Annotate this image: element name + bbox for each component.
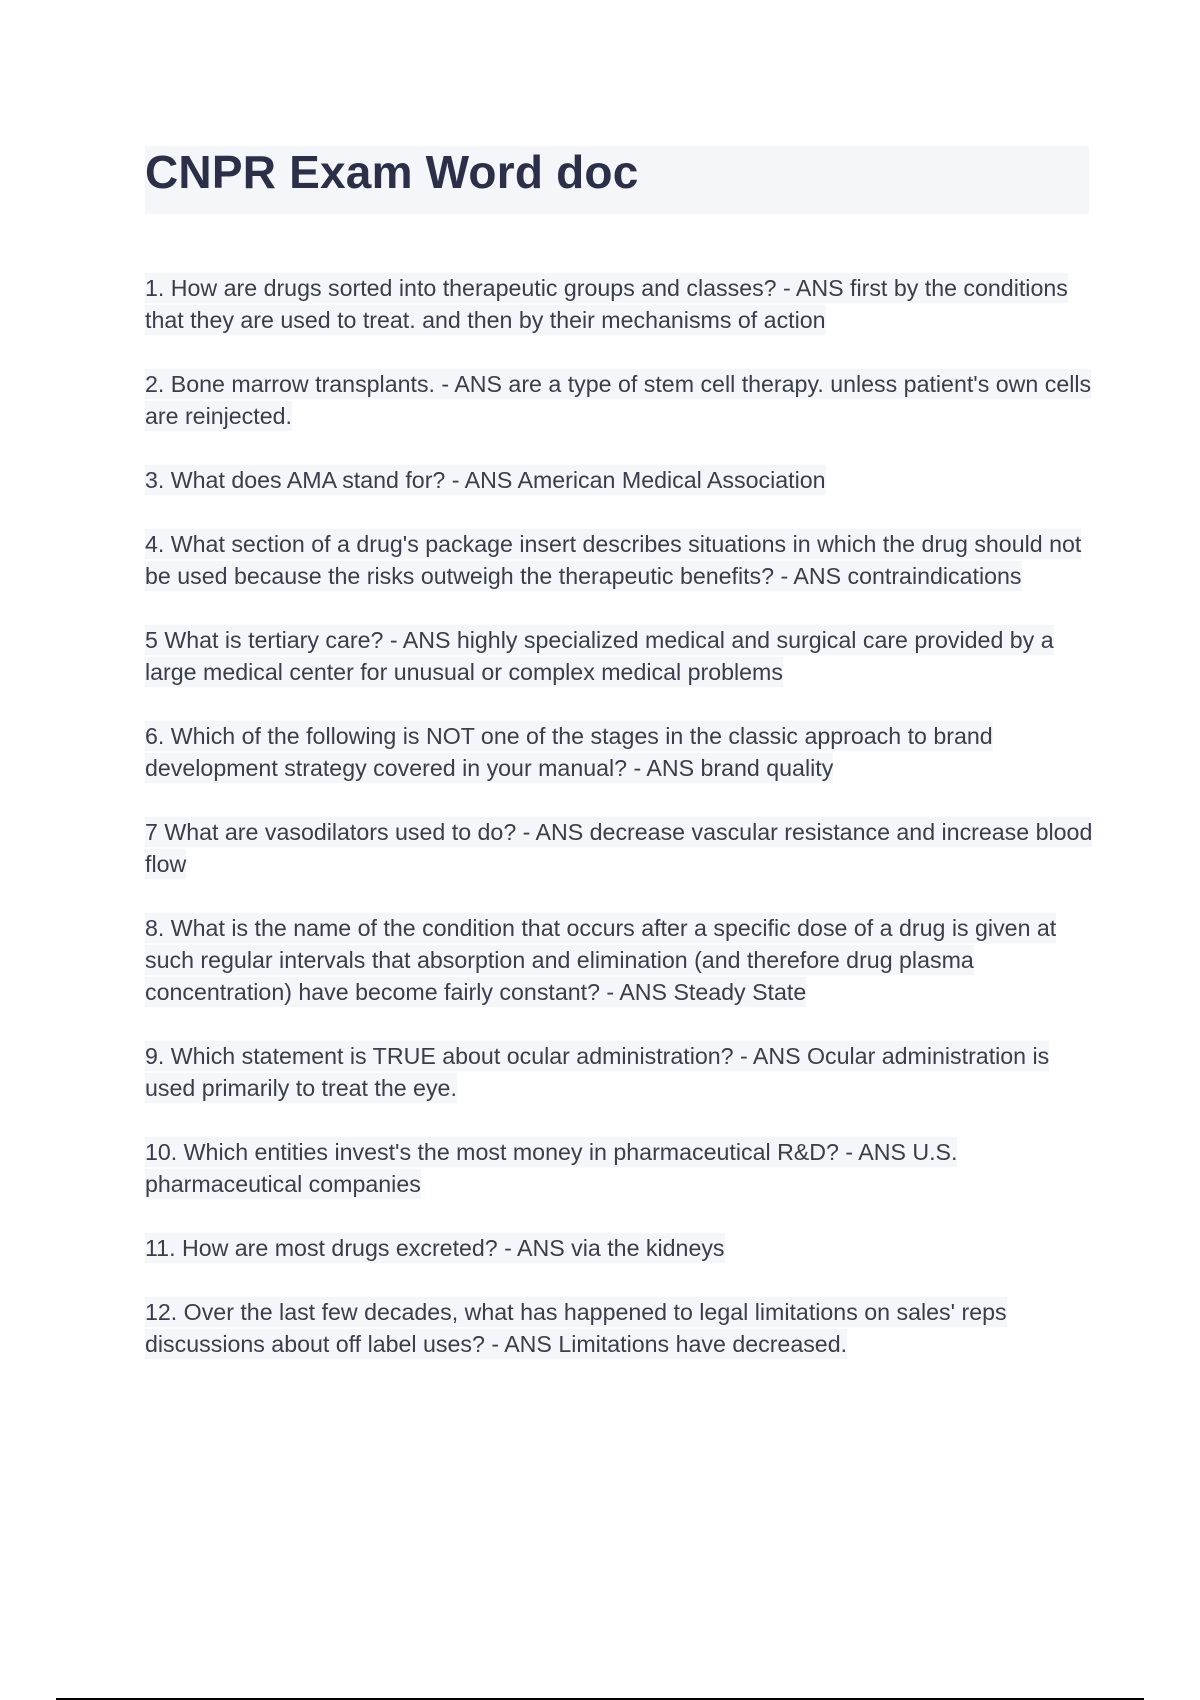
question-text: 12. Over the last few decades, what has happened to legal limitations on sales' reps discussions about off label uses? - bbox=[145, 1299, 1007, 1357]
answer-text: ANS American Medical Association bbox=[464, 467, 826, 493]
qa-item bbox=[145, 816, 1095, 880]
question-text: 1. How are drugs sorted into therapeutic groups and classes? - bbox=[145, 275, 796, 301]
question-text: 2. Bone marrow transplants. - bbox=[145, 371, 455, 397]
answer-text: ANS Limitations have decreased. bbox=[504, 1331, 848, 1357]
qa-item bbox=[145, 1040, 1095, 1104]
answer-text: ANS via the kidneys bbox=[517, 1235, 725, 1261]
qa-item bbox=[145, 272, 1095, 336]
question-text: 8. What is the name of the condition that occurs after a specific dose of a drug is given at such regular intervals that absorption and elimination (and therefore drug plasma concentration) have become fairly constant? - bbox=[145, 915, 1057, 1005]
answer-text: ANS Ocular administration is used primarily to treat the eye. bbox=[145, 1043, 1050, 1101]
qa-item bbox=[145, 1296, 1095, 1360]
document-title: CNPR Exam Word doc bbox=[145, 146, 639, 198]
answer-text: ANS decrease vascular resistance and increase blood flow bbox=[145, 819, 1093, 877]
question-text: 11. How are most drugs excreted? - bbox=[145, 1235, 518, 1261]
qa-item bbox=[145, 624, 1095, 688]
answer-text: ANS brand quality bbox=[646, 755, 834, 781]
qa-item bbox=[145, 720, 1095, 784]
question-text: 3. What does AMA stand for? - bbox=[145, 467, 465, 493]
answer-text: ANS U.S. pharmaceutical companies bbox=[145, 1139, 958, 1197]
answer-text: ANS contraindications bbox=[793, 563, 1022, 589]
qa-item bbox=[145, 528, 1095, 592]
qa-item bbox=[145, 368, 1095, 432]
qa-item bbox=[145, 1232, 1095, 1264]
question-text: 10. Which entities invest's the most money in pharmaceutical R&D? - bbox=[145, 1139, 859, 1165]
question-text: 7 What are vasodilators used to do? - bbox=[145, 819, 536, 845]
question-text: 9. Which statement is TRUE about ocular administration? - bbox=[145, 1043, 753, 1069]
qa-item bbox=[145, 1136, 1095, 1200]
answer-text: ANS Steady State bbox=[619, 979, 807, 1005]
qa-item bbox=[145, 464, 1095, 496]
answer-text: ANS first by the conditions that they are used to treat. and then by their mechanisms of action bbox=[145, 275, 1068, 333]
answer-text: ANS highly specialized medical and surgical care provided by a large medical center for unusual or complex medical problems bbox=[145, 627, 1054, 685]
question-text: 5 What is tertiary care? - bbox=[145, 627, 403, 653]
question-text: 4. What section of a drug's package insert describes situations in which the drug should not be used because the risks outweigh the therapeutic benefits? - bbox=[145, 531, 1082, 589]
question-text: 6. Which of the following is NOT one of the stages in the classic approach to brand development strategy covered in your manual? - bbox=[145, 723, 993, 781]
qa-list bbox=[145, 272, 1095, 1392]
qa-item bbox=[145, 912, 1095, 1008]
answer-text: ANS are a type of stem cell therapy. unless patient's own cells are reinjected. bbox=[145, 371, 1092, 429]
